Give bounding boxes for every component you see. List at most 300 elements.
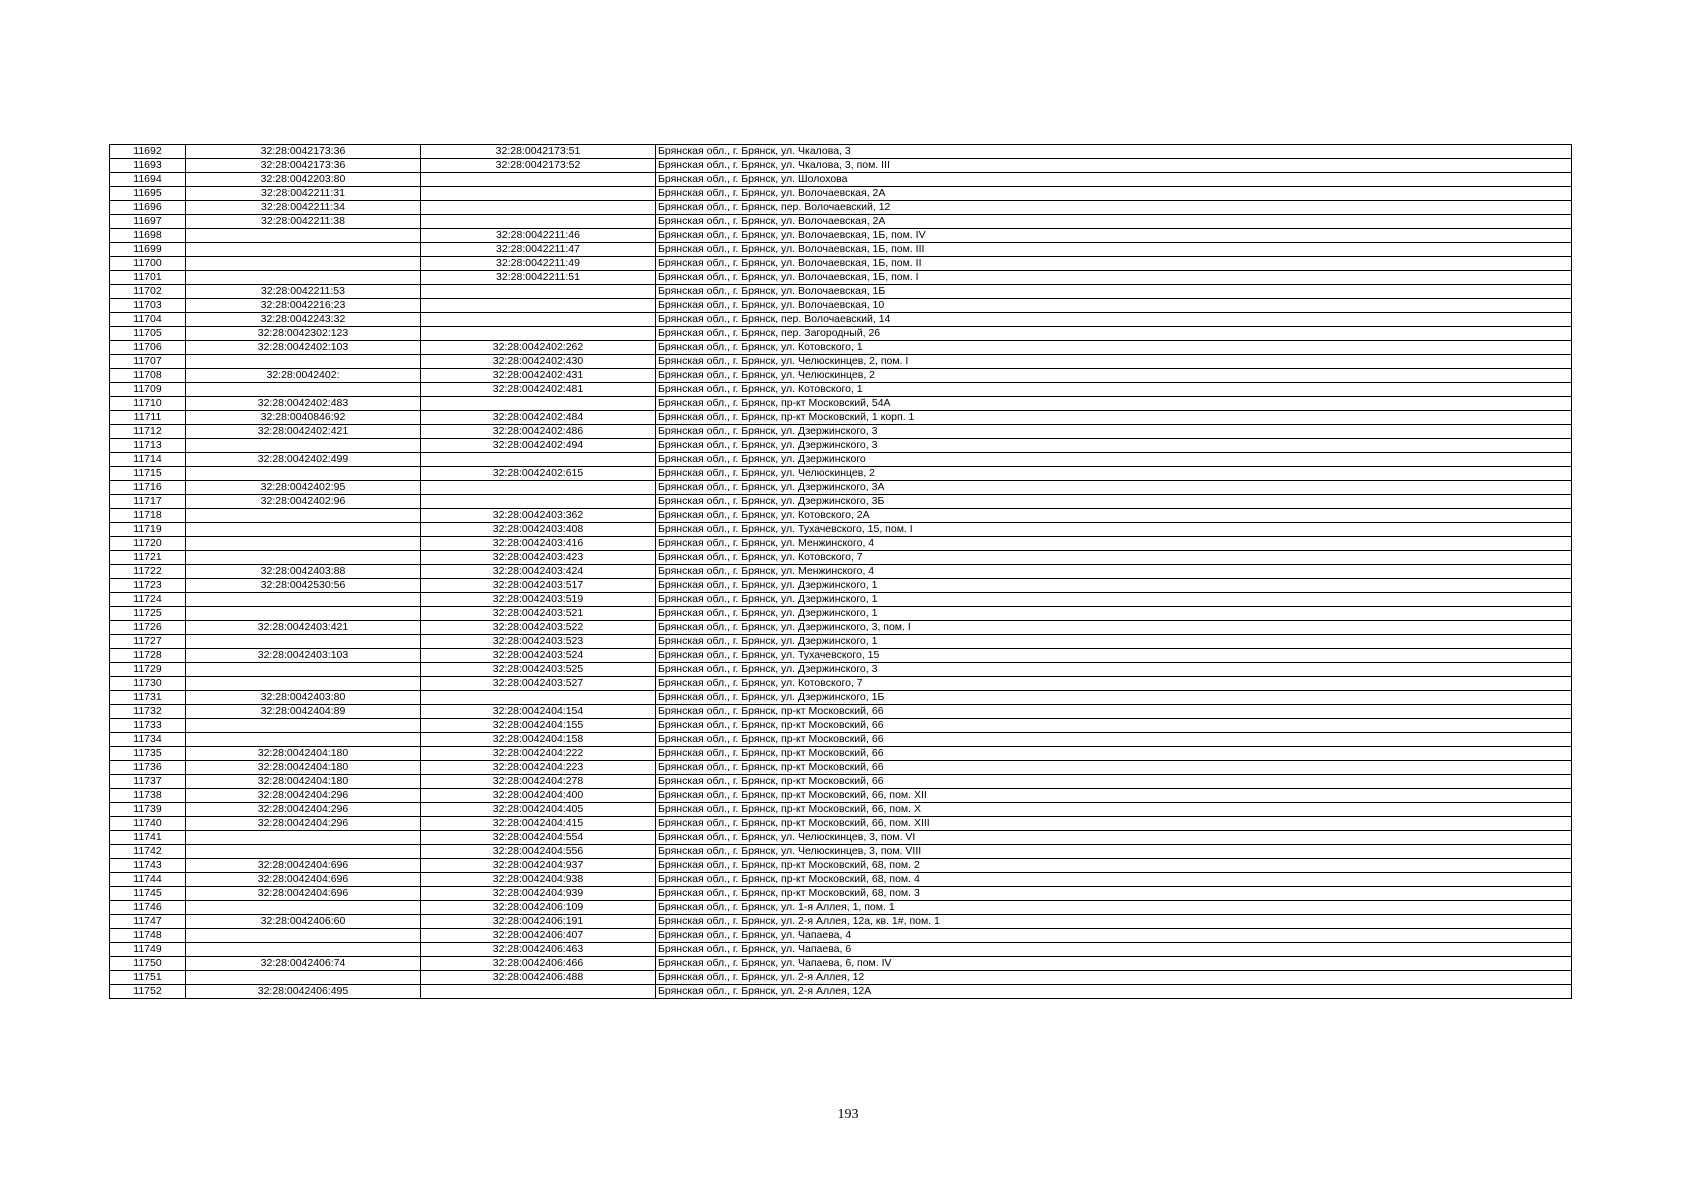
object-number-cell (421, 187, 656, 201)
object-number-cell (421, 453, 656, 467)
row-number-cell: 11719 (110, 523, 186, 537)
parcel-number-cell: 32:28:0042530:56 (186, 579, 421, 593)
object-number-cell: 32:28:0042404:556 (421, 845, 656, 859)
address-cell: Брянская обл., г. Брянск, ул. Дзержинского, 1 (656, 607, 1572, 621)
address-cell: Брянская обл., г. Брянск, пер. Загородный, 26 (656, 327, 1572, 341)
parcel-number-cell: 32:28:0042406:74 (186, 957, 421, 971)
row-number-cell: 11744 (110, 873, 186, 887)
parcel-number-cell: 32:28:0042404:89 (186, 705, 421, 719)
object-number-cell: 32:28:0042211:47 (421, 243, 656, 257)
table-row (110, 411, 1572, 425)
row-number-cell: 11734 (110, 733, 186, 747)
object-number-cell: 32:28:0042211:46 (421, 229, 656, 243)
object-number-cell: 32:28:0042406:463 (421, 943, 656, 957)
object-number-cell: 32:28:0042403:424 (421, 565, 656, 579)
object-number-cell: 32:28:0042404:939 (421, 887, 656, 901)
table-row (110, 873, 1572, 887)
address-cell: Брянская обл., г. Брянск, ул. Котовского, 7 (656, 551, 1572, 565)
address-cell: Брянская обл., г. Брянск, ул. Менжинского, 4 (656, 537, 1572, 551)
address-cell: Брянская обл., г. Брянск, ул. Дзержинского, 1Б (656, 691, 1572, 705)
table-row (110, 859, 1572, 873)
table-row (110, 705, 1572, 719)
address-cell: Брянская обл., г. Брянск, ул. Челюскинцев, 2 (656, 369, 1572, 383)
object-number-cell: 32:28:0042402:484 (421, 411, 656, 425)
address-cell: Брянская обл., г. Брянск, ул. Волочаевская, 1Б, пом. IV (656, 229, 1572, 243)
row-number-cell: 11727 (110, 635, 186, 649)
parcel-number-cell (186, 607, 421, 621)
row-number-cell: 11739 (110, 803, 186, 817)
table-row (110, 159, 1572, 173)
parcel-number-cell (186, 635, 421, 649)
table-row (110, 803, 1572, 817)
table-row (110, 229, 1572, 243)
parcel-number-cell (186, 383, 421, 397)
address-cell: Брянская обл., г. Брянск, ул. Волочаевская, 1Б, пом. I (656, 271, 1572, 285)
row-number-cell: 11733 (110, 719, 186, 733)
table-row (110, 215, 1572, 229)
parcel-number-cell: 32:28:0042404:296 (186, 789, 421, 803)
table-row (110, 271, 1572, 285)
row-number-cell: 11752 (110, 985, 186, 999)
row-number-cell: 11736 (110, 761, 186, 775)
parcel-number-cell: 32:28:0042211:38 (186, 215, 421, 229)
address-cell: Брянская обл., г. Брянск, ул. Волочаевская, 2А (656, 215, 1572, 229)
object-number-cell: 32:28:0042404:154 (421, 705, 656, 719)
table-row (110, 285, 1572, 299)
table-row (110, 537, 1572, 551)
table-row (110, 397, 1572, 411)
object-number-cell (421, 201, 656, 215)
parcel-number-cell: 32:28:0042404:296 (186, 803, 421, 817)
table-row (110, 761, 1572, 775)
object-number-cell (421, 299, 656, 313)
parcel-number-cell (186, 663, 421, 677)
row-number-cell: 11749 (110, 943, 186, 957)
address-cell: Брянская обл., г. Брянск, пр-кт Московский, 66 (656, 719, 1572, 733)
object-number-cell: 32:28:0042404:278 (421, 775, 656, 789)
parcel-number-cell (186, 845, 421, 859)
address-cell: Брянская обл., г. Брянск, ул. Котовского, 1 (656, 341, 1572, 355)
object-number-cell (421, 215, 656, 229)
parcel-number-cell (186, 439, 421, 453)
parcel-number-cell: 32:28:0042406:60 (186, 915, 421, 929)
table-row (110, 355, 1572, 369)
table-row (110, 565, 1572, 579)
table-row (110, 635, 1572, 649)
parcel-number-cell (186, 901, 421, 915)
address-cell: Брянская обл., г. Брянск, ул. Чапаева, 4 (656, 929, 1572, 943)
row-number-cell: 11708 (110, 369, 186, 383)
parcel-number-cell: 32:28:0042402:421 (186, 425, 421, 439)
object-number-cell: 32:28:0042403:524 (421, 649, 656, 663)
table-row (110, 467, 1572, 481)
table-row (110, 621, 1572, 635)
row-number-cell: 11751 (110, 971, 186, 985)
address-cell: Брянская обл., г. Брянск, ул. Челюскинцев, 3, пом. VI (656, 831, 1572, 845)
row-number-cell: 11738 (110, 789, 186, 803)
address-cell: Брянская обл., г. Брянск, пр-кт Московский, 68, пом. 4 (656, 873, 1572, 887)
parcel-number-cell: 32:28:0042302:123 (186, 327, 421, 341)
object-number-cell: 32:28:0042402:494 (421, 439, 656, 453)
row-number-cell: 11748 (110, 929, 186, 943)
object-number-cell: 32:28:0042402:615 (421, 467, 656, 481)
row-number-cell: 11706 (110, 341, 186, 355)
row-number-cell: 11746 (110, 901, 186, 915)
parcel-number-cell: 32:28:0042402:96 (186, 495, 421, 509)
parcel-number-cell (186, 733, 421, 747)
object-number-cell: 32:28:0042402:430 (421, 355, 656, 369)
address-cell: Брянская обл., г. Брянск, ул. Менжинского, 4 (656, 565, 1572, 579)
table-row (110, 649, 1572, 663)
object-number-cell: 32:28:0042404:400 (421, 789, 656, 803)
address-cell: Брянская обл., г. Брянск, ул. Челюскинцев, 2, пом. I (656, 355, 1572, 369)
parcel-number-cell (186, 971, 421, 985)
row-number-cell: 11712 (110, 425, 186, 439)
table-row (110, 831, 1572, 845)
row-number-cell: 11726 (110, 621, 186, 635)
row-number-cell: 11723 (110, 579, 186, 593)
address-cell: Брянская обл., г. Брянск, ул. Волочаевская, 1Б, пом. II (656, 257, 1572, 271)
table-row (110, 747, 1572, 761)
parcel-number-cell (186, 943, 421, 957)
table-row (110, 481, 1572, 495)
row-number-cell: 11741 (110, 831, 186, 845)
parcel-number-cell: 32:28:0042404:696 (186, 873, 421, 887)
table-row (110, 299, 1572, 313)
table-row (110, 943, 1572, 957)
object-number-cell: 32:28:0042404:554 (421, 831, 656, 845)
table-row (110, 607, 1572, 621)
table-row (110, 579, 1572, 593)
registry-table-body (110, 145, 1572, 999)
row-number-cell: 11694 (110, 173, 186, 187)
table-row (110, 313, 1572, 327)
object-number-cell (421, 481, 656, 495)
object-number-cell: 32:28:0042403:523 (421, 635, 656, 649)
address-cell: Брянская обл., г. Брянск, ул. Дзержинского, 3А (656, 481, 1572, 495)
parcel-number-cell (186, 523, 421, 537)
object-number-cell (421, 285, 656, 299)
row-number-cell: 11731 (110, 691, 186, 705)
address-cell: Брянская обл., г. Брянск, ул. Тухачевского, 15 (656, 649, 1572, 663)
object-number-cell (421, 173, 656, 187)
row-number-cell: 11697 (110, 215, 186, 229)
object-number-cell: 32:28:0042404:158 (421, 733, 656, 747)
row-number-cell: 11732 (110, 705, 186, 719)
table-row (110, 789, 1572, 803)
object-number-cell: 32:28:0042404:938 (421, 873, 656, 887)
parcel-number-cell: 32:28:0042173:36 (186, 145, 421, 159)
row-number-cell: 11735 (110, 747, 186, 761)
object-number-cell: 32:28:0042402:431 (421, 369, 656, 383)
row-number-cell: 11720 (110, 537, 186, 551)
row-number-cell: 11750 (110, 957, 186, 971)
parcel-number-cell (186, 831, 421, 845)
parcel-number-cell (186, 677, 421, 691)
parcel-number-cell (186, 271, 421, 285)
object-number-cell: 32:28:0042403:525 (421, 663, 656, 677)
object-number-cell: 32:28:0042403:519 (421, 593, 656, 607)
table-row (110, 663, 1572, 677)
table-row (110, 509, 1572, 523)
parcel-number-cell: 32:28:0040846:92 (186, 411, 421, 425)
row-number-cell: 11717 (110, 495, 186, 509)
row-number-cell: 11713 (110, 439, 186, 453)
row-number-cell: 11722 (110, 565, 186, 579)
object-number-cell: 32:28:0042404:937 (421, 859, 656, 873)
table-row (110, 495, 1572, 509)
address-cell: Брянская обл., г. Брянск, ул. Котовского, 7 (656, 677, 1572, 691)
object-number-cell: 32:28:0042406:466 (421, 957, 656, 971)
parcel-number-cell (186, 257, 421, 271)
address-cell: Брянская обл., г. Брянск, пр-кт Московский, 66 (656, 705, 1572, 719)
row-number-cell: 11705 (110, 327, 186, 341)
row-number-cell: 11703 (110, 299, 186, 313)
parcel-number-cell: 32:28:0042211:34 (186, 201, 421, 215)
parcel-number-cell: 32:28:0042402:95 (186, 481, 421, 495)
row-number-cell: 11716 (110, 481, 186, 495)
address-cell: Брянская обл., г. Брянск, пр-кт Московский, 66 (656, 733, 1572, 747)
parcel-number-cell: 32:28:0042404:696 (186, 887, 421, 901)
parcel-number-cell (186, 537, 421, 551)
parcel-number-cell (186, 229, 421, 243)
row-number-cell: 11742 (110, 845, 186, 859)
row-number-cell: 11709 (110, 383, 186, 397)
object-number-cell: 32:28:0042403:527 (421, 677, 656, 691)
row-number-cell: 11704 (110, 313, 186, 327)
table-row (110, 439, 1572, 453)
table-row (110, 187, 1572, 201)
address-cell: Брянская обл., г. Брянск, пр-кт Московский, 68, пом. 2 (656, 859, 1572, 873)
parcel-number-cell: 32:28:0042402: (186, 369, 421, 383)
address-cell: Брянская обл., г. Брянск, пр-кт Московский, 66, пом. X (656, 803, 1572, 817)
parcel-number-cell (186, 719, 421, 733)
row-number-cell: 11725 (110, 607, 186, 621)
address-cell: Брянская обл., г. Брянск, ул. Котовского, 1 (656, 383, 1572, 397)
parcel-number-cell: 32:28:0042404:296 (186, 817, 421, 831)
address-cell: Брянская обл., г. Брянск, пр-кт Московский, 68, пом. 3 (656, 887, 1572, 901)
parcel-number-cell: 32:28:0042402:483 (186, 397, 421, 411)
row-number-cell: 11695 (110, 187, 186, 201)
address-cell: Брянская обл., г. Брянск, ул. Дзержинского, 1 (656, 579, 1572, 593)
row-number-cell: 11737 (110, 775, 186, 789)
table-row (110, 341, 1572, 355)
address-cell: Брянская обл., г. Брянск, ул. Котовского, 2А (656, 509, 1572, 523)
parcel-number-cell (186, 243, 421, 257)
row-number-cell: 11696 (110, 201, 186, 215)
object-number-cell: 32:28:0042402:481 (421, 383, 656, 397)
row-number-cell: 11715 (110, 467, 186, 481)
table-row (110, 971, 1572, 985)
table-row (110, 901, 1572, 915)
object-number-cell: 32:28:0042406:191 (421, 915, 656, 929)
address-cell: Брянская обл., г. Брянск, ул. Челюскинцев, 3, пом. VIII (656, 845, 1572, 859)
object-number-cell: 32:28:0042403:362 (421, 509, 656, 523)
address-cell: Брянская обл., г. Брянск, ул. Дзержинского, 3 (656, 663, 1572, 677)
address-cell: Брянская обл., г. Брянск, ул. 2-я Аллея, 12А (656, 985, 1572, 999)
object-number-cell: 32:28:0042404:405 (421, 803, 656, 817)
address-cell: Брянская обл., г. Брянск, пер. Волочаевский, 12 (656, 201, 1572, 215)
object-number-cell: 32:28:0042404:415 (421, 817, 656, 831)
parcel-number-cell (186, 355, 421, 369)
parcel-number-cell: 32:28:0042211:53 (186, 285, 421, 299)
address-cell: Брянская обл., г. Брянск, ул. Волочаевская, 10 (656, 299, 1572, 313)
address-cell: Брянская обл., г. Брянск, ул. Челюскинцев, 2 (656, 467, 1572, 481)
table-row (110, 733, 1572, 747)
parcel-number-cell: 32:28:0042173:36 (186, 159, 421, 173)
registry-table (109, 144, 1572, 999)
parcel-number-cell: 32:28:0042404:180 (186, 775, 421, 789)
object-number-cell: 32:28:0042403:408 (421, 523, 656, 537)
table-row (110, 383, 1572, 397)
object-number-cell: 32:28:0042404:155 (421, 719, 656, 733)
object-number-cell (421, 691, 656, 705)
parcel-number-cell: 32:28:0042403:88 (186, 565, 421, 579)
table-row (110, 691, 1572, 705)
object-number-cell: 32:28:0042406:488 (421, 971, 656, 985)
object-number-cell (421, 985, 656, 999)
object-number-cell: 32:28:0042406:407 (421, 929, 656, 943)
object-number-cell (421, 397, 656, 411)
table-row (110, 985, 1572, 999)
object-number-cell: 32:28:0042403:521 (421, 607, 656, 621)
row-number-cell: 11699 (110, 243, 186, 257)
table-row (110, 817, 1572, 831)
object-number-cell (421, 327, 656, 341)
row-number-cell: 11730 (110, 677, 186, 691)
address-cell: Брянская обл., г. Брянск, пр-кт Московский, 1 корп. 1 (656, 411, 1572, 425)
row-number-cell: 11714 (110, 453, 186, 467)
object-number-cell: 32:28:0042404:223 (421, 761, 656, 775)
table-row (110, 327, 1572, 341)
parcel-number-cell (186, 467, 421, 481)
object-number-cell (421, 495, 656, 509)
object-number-cell: 32:28:0042404:222 (421, 747, 656, 761)
address-cell: Брянская обл., г. Брянск, ул. Шолохова (656, 173, 1572, 187)
parcel-number-cell (186, 593, 421, 607)
object-number-cell: 32:28:0042403:522 (421, 621, 656, 635)
table-row (110, 551, 1572, 565)
table-row (110, 593, 1572, 607)
row-number-cell: 11698 (110, 229, 186, 243)
object-number-cell: 32:28:0042406:109 (421, 901, 656, 915)
row-number-cell: 11700 (110, 257, 186, 271)
parcel-number-cell: 32:28:0042404:696 (186, 859, 421, 873)
row-number-cell: 11711 (110, 411, 186, 425)
row-number-cell: 11743 (110, 859, 186, 873)
address-cell: Брянская обл., г. Брянск, пр-кт Московский, 54А (656, 397, 1572, 411)
object-number-cell: 32:28:0042211:49 (421, 257, 656, 271)
address-cell: Брянская обл., г. Брянск, пр-кт Московский, 66, пом. XII (656, 789, 1572, 803)
parcel-number-cell: 32:28:0042404:180 (186, 761, 421, 775)
row-number-cell: 11707 (110, 355, 186, 369)
table-row (110, 719, 1572, 733)
address-cell: Брянская обл., г. Брянск, ул. Дзержинского (656, 453, 1572, 467)
parcel-number-cell: 32:28:0042406:495 (186, 985, 421, 999)
object-number-cell: 32:28:0042211:51 (421, 271, 656, 285)
parcel-number-cell: 32:28:0042203:80 (186, 173, 421, 187)
parcel-number-cell (186, 929, 421, 943)
address-cell: Брянская обл., г. Брянск, ул. Дзержинского, 1 (656, 635, 1572, 649)
object-number-cell: 32:28:0042173:52 (421, 159, 656, 173)
page-number: 193 (837, 1107, 859, 1122)
address-cell: Брянская обл., г. Брянск, пер. Волочаевский, 14 (656, 313, 1572, 327)
row-number-cell: 11728 (110, 649, 186, 663)
table-row (110, 243, 1572, 257)
address-cell: Брянская обл., г. Брянск, ул. Чкалова, 3 (656, 145, 1572, 159)
parcel-number-cell: 32:28:0042403:80 (186, 691, 421, 705)
address-cell: Брянская обл., г. Брянск, ул. Волочаевская, 1Б, пом. III (656, 243, 1572, 257)
address-cell: Брянская обл., г. Брянск, ул. Волочаевская, 2А (656, 187, 1572, 201)
table-row (110, 453, 1572, 467)
address-cell: Брянская обл., г. Брянск, пр-кт Московский, 66 (656, 747, 1572, 761)
address-cell: Брянская обл., г. Брянск, ул. Дзержинского, 3 (656, 425, 1572, 439)
parcel-number-cell: 32:28:0042216:23 (186, 299, 421, 313)
row-number-cell: 11721 (110, 551, 186, 565)
row-number-cell: 11740 (110, 817, 186, 831)
address-cell: Брянская обл., г. Брянск, пр-кт Московский, 66, пом. XIII (656, 817, 1572, 831)
table-row (110, 677, 1572, 691)
row-number-cell: 11692 (110, 145, 186, 159)
row-number-cell: 11693 (110, 159, 186, 173)
parcel-number-cell: 32:28:0042403:421 (186, 621, 421, 635)
table-row (110, 145, 1572, 159)
row-number-cell: 11724 (110, 593, 186, 607)
parcel-number-cell (186, 509, 421, 523)
table-row (110, 887, 1572, 901)
parcel-number-cell: 32:28:0042211:31 (186, 187, 421, 201)
row-number-cell: 11701 (110, 271, 186, 285)
parcel-number-cell: 32:28:0042243:32 (186, 313, 421, 327)
address-cell: Брянская обл., г. Брянск, ул. 1-я Аллея, 1, пом. 1 (656, 901, 1572, 915)
parcel-number-cell: 32:28:0042402:499 (186, 453, 421, 467)
address-cell: Брянская обл., г. Брянск, ул. Волочаевская, 1Б (656, 285, 1572, 299)
address-cell: Брянская обл., г. Брянск, ул. Чапаева, 6 (656, 943, 1572, 957)
object-number-cell: 32:28:0042403:423 (421, 551, 656, 565)
row-number-cell: 11702 (110, 285, 186, 299)
address-cell: Брянская обл., г. Брянск, ул. Тухачевского, 15, пом. I (656, 523, 1572, 537)
object-number-cell (421, 313, 656, 327)
table-row (110, 425, 1572, 439)
parcel-number-cell: 32:28:0042402:103 (186, 341, 421, 355)
table-row (110, 173, 1572, 187)
address-cell: Брянская обл., г. Брянск, пр-кт Московский, 66 (656, 775, 1572, 789)
table-row (110, 929, 1572, 943)
address-cell: Брянская обл., г. Брянск, ул. Дзержинского, 1 (656, 593, 1572, 607)
address-cell: Брянская обл., г. Брянск, ул. Дзержинского, 3Б (656, 495, 1572, 509)
table-row (110, 775, 1572, 789)
row-number-cell: 11747 (110, 915, 186, 929)
table-row (110, 957, 1572, 971)
row-number-cell: 11729 (110, 663, 186, 677)
address-cell: Брянская обл., г. Брянск, ул. Чкалова, 3, пом. III (656, 159, 1572, 173)
address-cell: Брянская обл., г. Брянск, ул. 2-я Аллея, 12а, кв. 1#, пом. 1 (656, 915, 1572, 929)
table-row (110, 915, 1572, 929)
table-row (110, 369, 1572, 383)
address-cell: Брянская обл., г. Брянск, ул. 2-я Аллея, 12 (656, 971, 1572, 985)
table-row (110, 845, 1572, 859)
address-cell: Брянская обл., г. Брянск, ул. Дзержинского, 3 (656, 439, 1572, 453)
table-row (110, 257, 1572, 271)
parcel-number-cell (186, 551, 421, 565)
row-number-cell: 11745 (110, 887, 186, 901)
address-cell: Брянская обл., г. Брянск, ул. Чапаева, 6, пом. IV (656, 957, 1572, 971)
parcel-number-cell: 32:28:0042404:180 (186, 747, 421, 761)
table-row (110, 201, 1572, 215)
object-number-cell: 32:28:0042402:486 (421, 425, 656, 439)
address-cell: Брянская обл., г. Брянск, пр-кт Московский, 66 (656, 761, 1572, 775)
row-number-cell: 11710 (110, 397, 186, 411)
